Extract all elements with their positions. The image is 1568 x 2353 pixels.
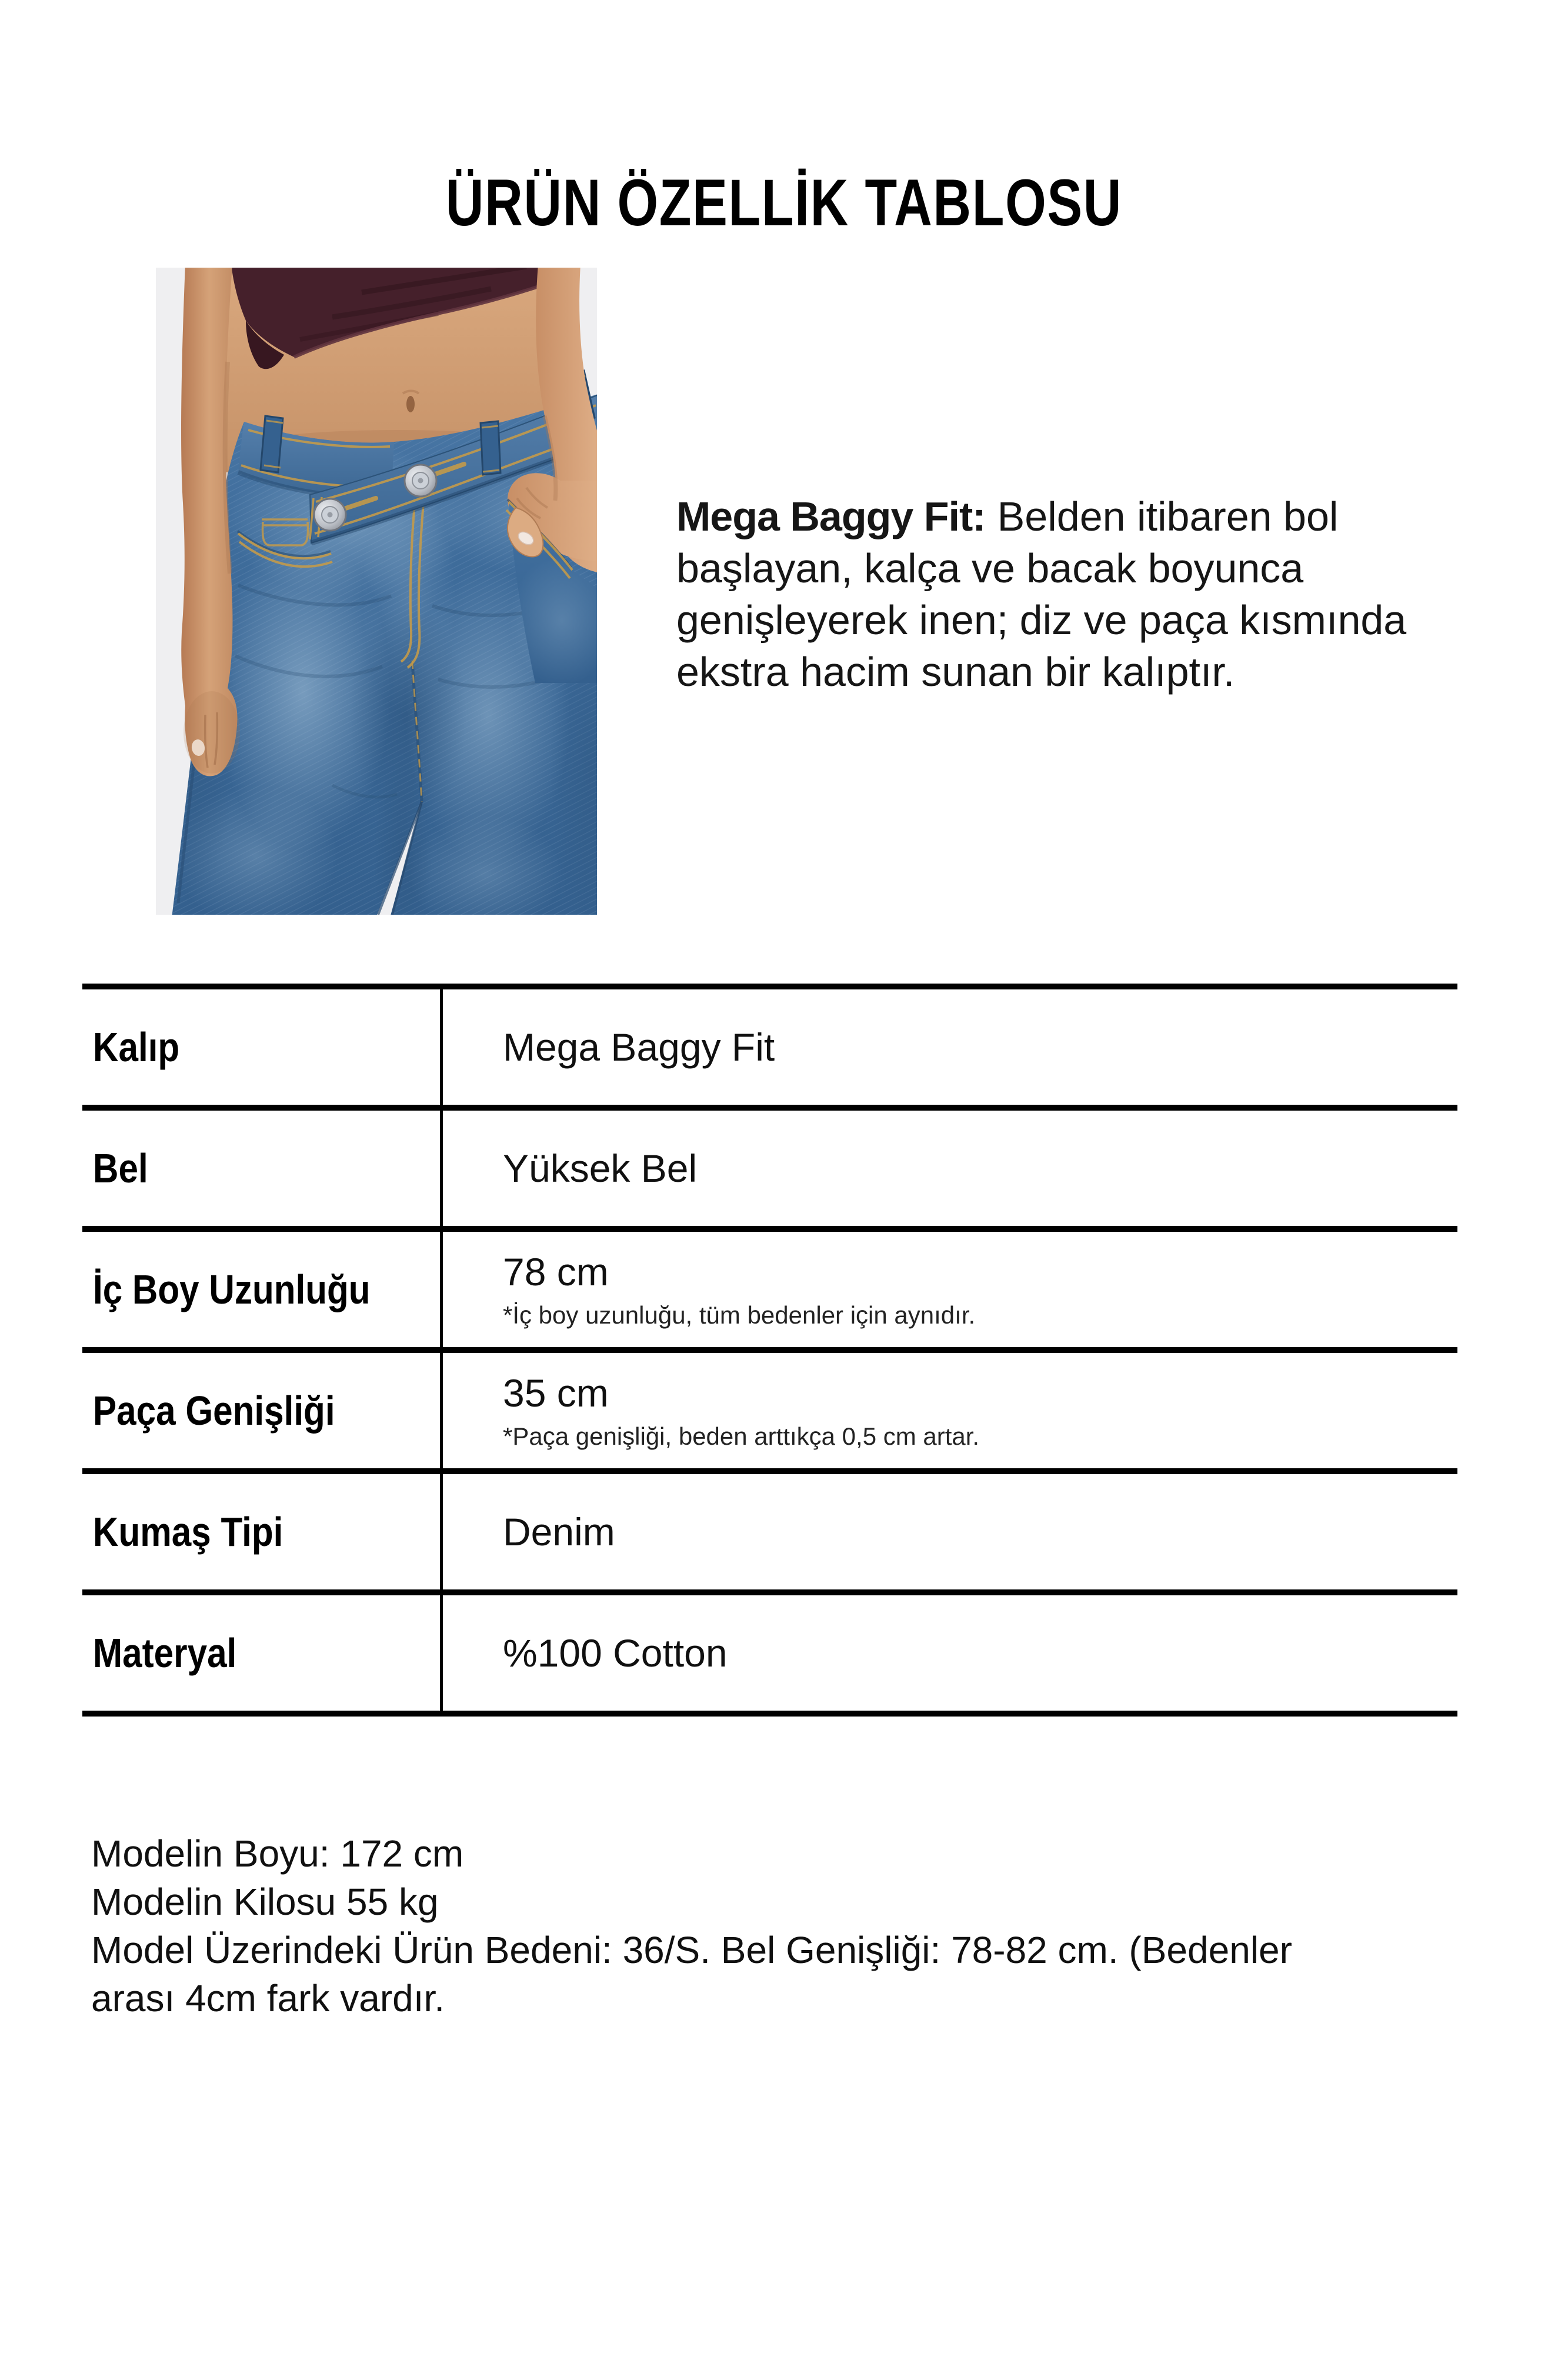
row-label-cell [82,1111,440,1226]
row-label: Materyal [93,1630,237,1676]
row-value: %100 Cotton [503,1631,728,1675]
row-value: Mega Baggy Fit [503,1025,775,1069]
row-note: *Paça genişliği, beden arttıkça 0,5 cm artar. [503,1422,980,1450]
row-label-cell [82,989,440,1105]
row-label: Paça Genişliği [93,1388,335,1434]
row-value-cell [440,1232,1457,1347]
row-label: Kalıp [93,1024,180,1070]
row-value: 78 cm [503,1250,609,1294]
navel [406,396,415,412]
row-label-cell [82,1353,440,1468]
jeans-photo-illustration [156,268,597,915]
model-info [91,1829,1292,2022]
row-note: *İç boy uzunluğu, tüm bedenler için aynıdır. [503,1301,976,1329]
row-label-cell [82,1595,440,1711]
row-label: İç Boy Uzunluğu [93,1267,371,1312]
row-label-cell [82,1474,440,1589]
row-value: Yüksek Bel [503,1146,698,1190]
row-label: Kumaş Tipi [93,1509,283,1555]
model-info-line: arası 4cm fark vardır. [91,1977,445,2019]
row-value-cell [440,1353,1457,1468]
page-title-text: ÜRÜN ÖZELLİK TABLOSU [445,166,1123,239]
table-row-paca [82,1347,1457,1468]
fit-description-line: ekstra hacim sunan bir kalıptır. [676,649,1235,695]
row-value-cell [440,1474,1457,1589]
table-row-kumas [82,1468,1457,1589]
row-value: Denim [503,1510,615,1554]
table-row-kalip [82,984,1457,1105]
page-title [0,168,1568,238]
table-row-materyal [82,1589,1457,1711]
row-value-cell [440,989,1457,1105]
model-info-line: Modelin Kilosu 55 kg [91,1881,439,1923]
row-value-cell [440,1111,1457,1226]
row-value: 35 cm [503,1371,609,1415]
fit-name-bold: Mega Baggy Fit: [676,494,986,539]
row-label: Bel [93,1145,148,1191]
fit-description-line: genişleyerek inen; diz ve paça kısmında [676,597,1407,643]
table-row-bel [82,1105,1457,1226]
fit-description-line: başlayan, kalça ve bacak boyunca [676,545,1304,591]
fit-description-line: Mega Baggy Fit: Belden itibaren bol [676,494,1339,539]
table-row-ic-boy [82,1226,1457,1347]
product-photo [156,268,597,915]
fit-description [676,491,1535,698]
row-value-cell [440,1595,1457,1711]
spec-table [82,984,1457,1717]
model-info-line: Model Üzerindeki Ürün Bedeni: 36/S. Bel Genişliği: 78-82 cm. (Bedenler [91,1929,1292,1971]
row-label-cell [82,1232,440,1347]
model-info-line: Modelin Boyu: 172 cm [91,1832,464,1875]
